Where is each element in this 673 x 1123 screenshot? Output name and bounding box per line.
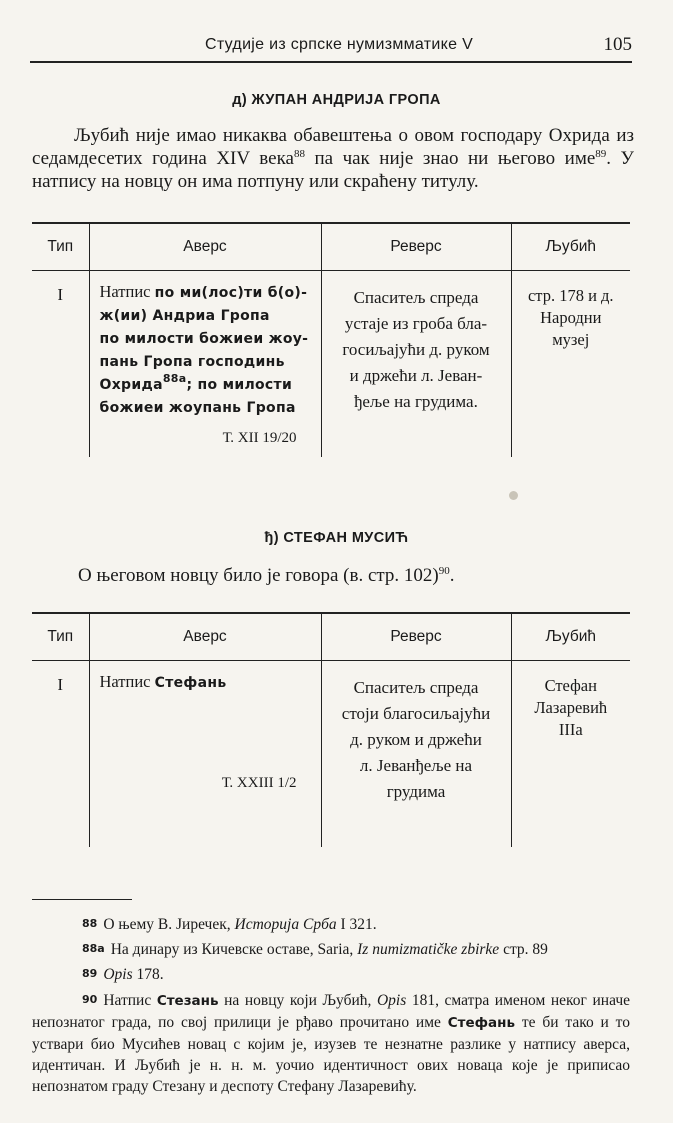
inscription-stezan: Стезань [156, 993, 219, 1009]
running-header [30, 34, 640, 60]
section-heading-d: д) ЖУПАН АНДРИЈА ГРОПА [232, 92, 441, 108]
obverse-inscription-line6: божиеи жоупань Гропа [99, 400, 296, 416]
column-header-type: Тип [32, 613, 89, 661]
footnote-88: 88 О њему В. Јиречек, Историја Срба I 321. [82, 916, 377, 933]
plate-reference: Т. XXIII 1/2 [221, 775, 297, 791]
obverse-prefix: Натпис [99, 672, 151, 691]
footnote-ref-89[interactable]: 89 [595, 148, 607, 160]
coin-table-gropa [32, 222, 630, 457]
column-header-obverse: Аверс [89, 223, 321, 271]
inscription-stefan: Стефань [447, 1015, 516, 1031]
footnote-mark: 88 [82, 917, 98, 930]
plate-reference: Т. XII 19/20 [222, 430, 297, 446]
reverse-cell: Спаситељ спреда стоји благосиљајући д. руком и држећи л. Јеванђеље на грудима [321, 661, 511, 847]
obverse-inscription-line2: ж(ии) Андриа Гропа [99, 308, 270, 324]
ljubic-cell: Стефан Лазаревић IIIа [511, 661, 630, 847]
table-header-row [32, 223, 630, 271]
column-header-ljubic: Љубић [511, 223, 630, 271]
column-header-obverse: Аверс [89, 613, 321, 661]
footnote-rule [32, 899, 132, 900]
footnote-ref-90[interactable]: 90 [438, 565, 450, 577]
footnote-88a: 88а На динару из Кичевске оставе, Saria, Iz numizmatičke zbirke стр. 89 [82, 941, 548, 958]
obverse-prefix: Натпис [99, 282, 151, 301]
table-row [32, 661, 630, 847]
page-number: 105 [603, 34, 632, 55]
obverse-inscription-line1: по ми(лос)ти б(о)- [154, 285, 308, 301]
section-heading-dj: ђ) СТЕФАН МУСИЋ [264, 530, 409, 546]
footnote-ref-88[interactable]: 88 [293, 148, 305, 160]
table-header-row [32, 613, 630, 661]
ljubic-cell: стр. 178 и д. Народни музеј [511, 271, 630, 457]
reverse-cell: Спаситељ спреда устаје из гроба бла- госиљајући д. руком и држећи л. Јеван- ђеље на грудима. [321, 271, 511, 457]
obverse-inscription-line4: пань Гропа господинь [99, 354, 285, 370]
footnote-mark: 90 [82, 993, 98, 1006]
type-cell: I [57, 285, 64, 304]
column-header-reverse: Реверс [321, 613, 511, 661]
type-cell: I [57, 675, 64, 694]
footnote-ref-88a[interactable]: 88а [162, 372, 187, 385]
footnote-mark: 89 [82, 967, 98, 980]
table-row [32, 271, 630, 457]
coin-table-music [32, 612, 630, 847]
obverse-inscription-line3: по милости божиеи жоу- [99, 331, 309, 347]
column-header-ljubic: Љубић [511, 613, 630, 661]
footnote-mark: 88а [82, 942, 105, 955]
section-d-paragraph: Љубић није имао никаква обавештења о овом господару Охрида из седамдесетих година XIV века$^{88}$ па чак није знао ни његово име$^{89}$. У натпису на новцу он има потпуну или скраћену титулу. [32, 125, 635, 192]
running-title: Студије из српске нумизмматике V [205, 36, 474, 53]
column-header-reverse: Реверс [321, 223, 511, 271]
header-rule [30, 61, 632, 63]
footnote-89: 89 Opis 178. [82, 966, 164, 983]
column-header-type: Тип [32, 223, 89, 271]
obverse-inscription-line5: Охрида$^{88а}$; по милости [99, 372, 293, 393]
obverse-cell [89, 661, 321, 847]
obverse-cell [89, 271, 321, 457]
section-dj-paragraph: О његовом новцу било је говора (в. стр. 102)$^{90}$. [78, 565, 455, 586]
paper-speck [509, 491, 518, 500]
obverse-inscription: Стефань [154, 675, 227, 691]
footnote-90: 90 Натпис Стезань на новцу који Љубић, Opis 181, сматра именом неког иначе непознатог града, по свој прилици је рђаво прочитано име Стефань те би тако и то уствари био Мусићев новац с којим је, изузев те незнатне разлике у натпису аверса, идентичан. И Љубић је н. н. м. уочио идентичност ових новаца које је приписао непознатом граду Стезану и деспоту Стефану Лазаревићу. [32, 992, 631, 1095]
